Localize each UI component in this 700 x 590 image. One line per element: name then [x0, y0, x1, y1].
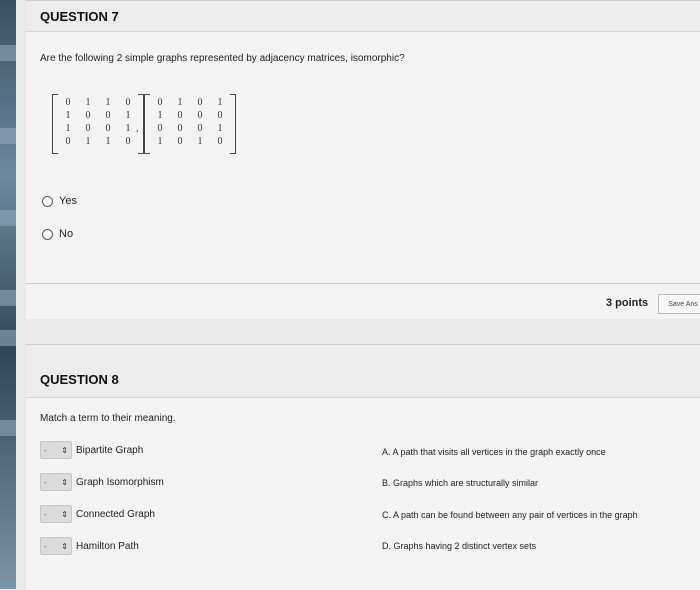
matrix-separator: , [136, 123, 139, 134]
up-down-arrows-icon: ⇕ [61, 509, 68, 519]
up-down-arrows-icon: ⇕ [61, 445, 68, 455]
term-label-2: Graph Isomorphism [76, 476, 164, 488]
up-down-arrows-icon: ⇕ [61, 541, 68, 551]
term-label-3: Connected Graph [76, 508, 155, 520]
option-yes[interactable] [42, 195, 77, 207]
question-8-title: QUESTION 8 [40, 372, 119, 387]
question-7-title: QUESTION 7 [40, 9, 119, 24]
question-7-panel [26, 0, 700, 319]
question-7-divider [26, 283, 700, 284]
term-select-2[interactable]: - ⇕ [40, 473, 72, 491]
question-7-header [26, 1, 700, 32]
match-row-4 [40, 537, 139, 555]
option-no-label: No [59, 228, 74, 240]
term-select-1[interactable]: - ⇕ [40, 441, 72, 459]
term-select-4[interactable]: - ⇕ [40, 537, 72, 555]
question-7-prompt: Are the following 2 simple graphs represented by adjacency matrices, isomorphic? [40, 53, 405, 64]
radio-circle-icon[interactable] [42, 229, 53, 240]
match-row-3 [40, 505, 155, 523]
adjacency-matrix-a: 0 1 1 0 1 0 0 1 1 0 0 1 0 1 1 0 [52, 96, 144, 152]
answer-d: D. Graphs having 2 distinct vertex sets [382, 541, 537, 551]
adjacency-matrix-b: 0 1 0 1 1 0 0 0 0 0 0 1 1 0 1 0 [144, 96, 236, 152]
option-yes-label: Yes [59, 195, 77, 207]
term-label-1: Bipartite Graph [76, 444, 144, 456]
term-select-3[interactable]: - ⇕ [40, 505, 72, 523]
up-down-arrows-icon: ⇕ [61, 477, 68, 487]
question-8-prompt: Match a term to their meaning. [40, 413, 176, 424]
question-8-header [26, 345, 700, 398]
left-window-strip [0, 0, 16, 589]
answer-b: B. Graphs which are structurally similar [382, 478, 539, 488]
question-7-points: 3 points [606, 297, 649, 309]
question-8-panel [26, 344, 700, 590]
option-no[interactable] [42, 228, 73, 240]
save-answer-button[interactable]: Save Ans [658, 294, 700, 314]
match-row-2 [40, 473, 164, 491]
answer-c: C. A path can be found between any pair of vertices in the graph [382, 510, 638, 520]
term-label-4: Hamilton Path [76, 540, 139, 552]
radio-circle-icon[interactable] [42, 196, 53, 207]
match-row-1 [40, 441, 143, 459]
answer-a: A. A path that visits all vertices in the graph exactly once [382, 447, 606, 457]
